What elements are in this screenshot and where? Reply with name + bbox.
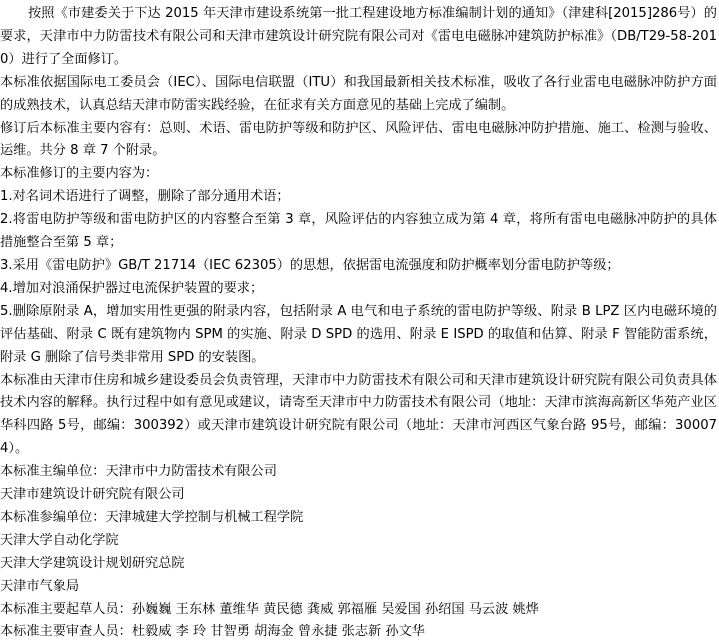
chief-editor-unit-2: 天津市建筑设计研究院有限公司: [0, 487, 185, 503]
contents-paragraph: 修订后本标准主要内容有：总则、术语、雷电防护等级和防护区、风险评估、雷电电磁脉冲防护措施、施工、检测与验收、运维。共分 8 章 7 个附录。: [0, 120, 717, 159]
participating-unit-3: 天津大学建筑设计规划研究总院: [0, 555, 185, 571]
management-paragraph: 本标准由天津市住房和城乡建设委员会负责管理，天津市中力防雷技术有限公司和天津市建筑设计研究院有限公司负责具体技术内容的解释。执行过程中如有意见或建议，请寄至天津市中力防雷技术有限公司（地址：天津市滨海高新区华苑产业区华科四路 5号，邮编：300392）或天津市建筑设计研究院有限公司（地址：天津市河西区气象台路 95号，邮编：300074）。: [0, 372, 717, 457]
revision-item-4: 4.增加对浪涌保护器过电流保护装置的要求；: [0, 280, 264, 296]
participating-unit: 本标准参编单位：天津城建大学控制与机械工程学院: [0, 509, 304, 525]
basis-paragraph: 本标准依据国际电工委员会（IEC）、国际电信联盟（ITU）和我国最新相关技术标准，吸收了各行业雷电电磁脉冲防护方面的成熟技术，认真总结天津市防雷实践经验，在征求有关方面意见的基础上完成了编制。: [0, 74, 717, 113]
participating-unit-2: 天津大学自动化学院: [0, 532, 119, 548]
revision-item-1: 1.对名词术语进行了调整，删除了部分通用术语；: [0, 189, 290, 205]
participating-unit-4: 天津市气象局: [0, 578, 80, 594]
chief-editor-unit: 本标准主编单位：天津市中力防雷技术有限公司: [0, 464, 277, 480]
revision-item-2: 2.将雷电防护等级和雷电防护区的内容整合至第 3 章，风险评估的内容独立成为第 4 章，将所有雷电电磁脉冲防护的具体措施整合至第 5 章；: [0, 212, 717, 251]
drafters-line: 本标准主要起草人员：孙巍巍 王东林 董维华 黄民德 龚威 郭福雁 吴爱国 孙绍国 马云波 姚烨: [0, 601, 539, 617]
revision-item-3: 3.采用《雷电防护》GB/T 21714（IEC 62305）的思想，依据雷电流强度和防护概率划分雷电防护等级；: [0, 257, 620, 273]
document-body: [0, 3, 717, 644]
revision-item-5: 5.删除原附录 A，增加实用性更强的附录内容，包括附录 A 电气和电子系统的雷电防护等级、附录 B LPZ 区内电磁环境的评估基础、附录 C 既有建筑物内 SPM 的实施、附录 D SPD 的选用、附录 E ISPD 的取值和估算、附录 F 智能防雷系统，附录 G 删除了信号类非常用 SPD 的安装图。: [0, 303, 717, 365]
revision-heading: 本标准修订的主要内容为：: [0, 166, 159, 182]
reviewers-line: 本标准主要审查人员：杜毅威 李 玲 甘智勇 胡海金 曾永捷 张志新 孙文华: [0, 624, 425, 640]
intro-paragraph: 按照《市建委关于下达 2015 年天津市建设系统第一批工程建设地方标准编制计划的通知》（津建科[2015]286号）的要求，天津市中力防雷技术有限公司和天津市建筑设计研究院有限公司对《雷电电磁脉冲建筑防护标准》（DB/T29-58-2010）进行了全面修订。: [0, 6, 717, 67]
